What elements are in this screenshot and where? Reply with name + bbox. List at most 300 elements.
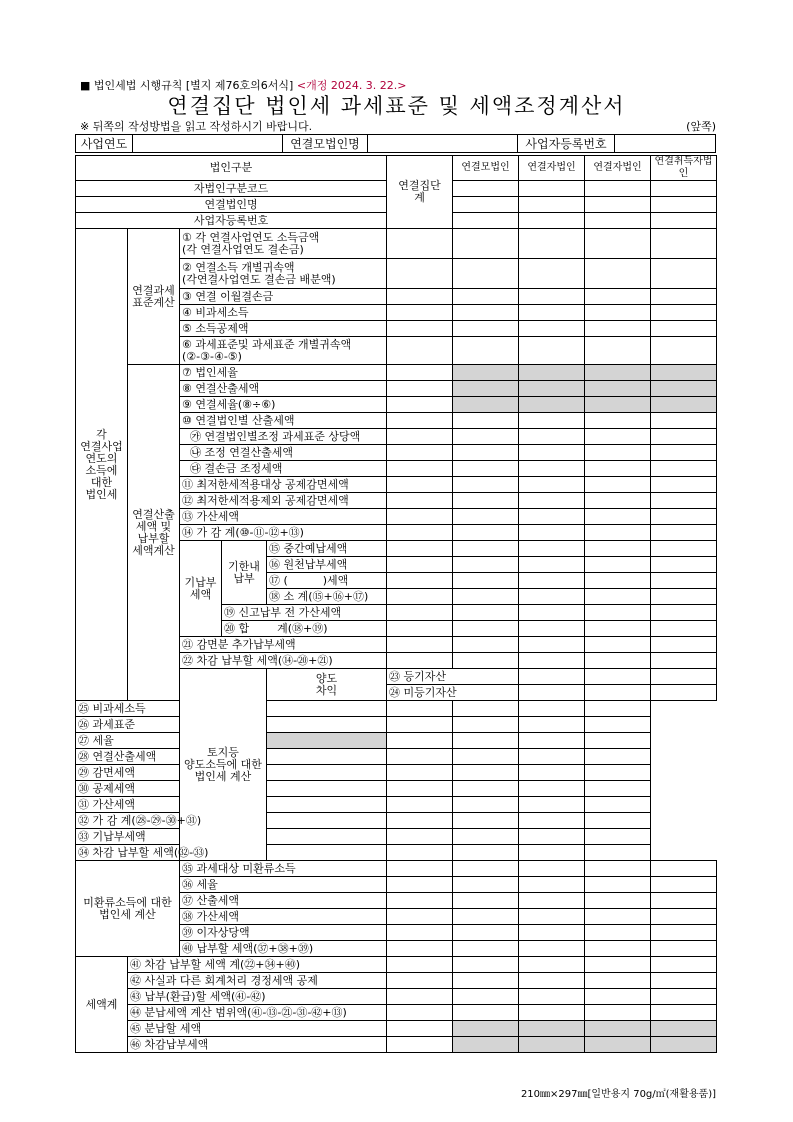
cell[interactable] [651, 685, 717, 701]
cell[interactable] [387, 445, 453, 461]
cell[interactable] [651, 637, 717, 653]
shaded-cell [453, 1021, 519, 1037]
parent-corp-name-label: 연결모법인명 [283, 135, 368, 153]
cell[interactable] [453, 605, 519, 621]
cell[interactable] [387, 381, 453, 397]
cell[interactable] [585, 877, 651, 893]
cell[interactable] [519, 541, 585, 557]
cell[interactable] [585, 637, 651, 653]
cell[interactable] [585, 845, 651, 861]
cell[interactable] [651, 861, 717, 877]
cell[interactable] [585, 525, 651, 541]
cell[interactable] [519, 733, 585, 749]
cell[interactable] [651, 989, 717, 1005]
cell[interactable] [651, 877, 717, 893]
cell[interactable] [453, 749, 519, 765]
cell[interactable] [387, 259, 453, 289]
cell[interactable] [519, 765, 585, 781]
cell[interactable] [387, 461, 453, 477]
cell[interactable] [585, 829, 651, 845]
row-18: ⑱ 소 계(⑮+⑯+⑰) [267, 589, 387, 605]
cell[interactable] [585, 337, 651, 365]
cell[interactable] [651, 429, 717, 445]
cell[interactable] [585, 621, 651, 637]
cell[interactable] [519, 429, 585, 445]
cell[interactable] [387, 573, 453, 589]
cell[interactable] [651, 669, 717, 685]
cell[interactable] [519, 637, 585, 653]
cell[interactable] [585, 181, 651, 197]
cell[interactable] [387, 365, 453, 381]
cell[interactable] [453, 637, 519, 653]
cell[interactable] [585, 305, 651, 321]
cell[interactable] [519, 781, 585, 797]
cell[interactable] [585, 445, 651, 461]
cell[interactable] [519, 653, 585, 669]
shaded-cell [519, 1021, 585, 1037]
cell[interactable] [387, 413, 453, 429]
cell[interactable] [453, 305, 519, 321]
cell[interactable] [585, 477, 651, 493]
row-20: ⑳ 합 계(⑱+⑲) [222, 621, 387, 637]
revision-date: <개정 2024. 3. 22.> [296, 79, 407, 92]
row-24: ㉔ 미등기자산 [387, 685, 519, 701]
row-4: ④ 비과세소득 [180, 305, 387, 321]
cell[interactable] [519, 573, 585, 589]
group-total-header: 연결집단 계 [387, 156, 453, 229]
cell[interactable] [387, 861, 453, 877]
cell[interactable] [651, 493, 717, 509]
cell[interactable] [651, 509, 717, 525]
cell[interactable] [453, 701, 519, 717]
cell[interactable] [387, 973, 453, 989]
cell[interactable] [585, 289, 651, 305]
corp-type-header: 법인구분 [76, 156, 387, 181]
cell[interactable] [519, 861, 585, 877]
col-child-2: 연결자법인 [585, 156, 651, 181]
row-29: ㉙ 감면세액 [76, 765, 222, 781]
cell[interactable] [651, 289, 717, 305]
cell[interactable] [585, 509, 651, 525]
cell[interactable] [585, 749, 651, 765]
shaded-cell [585, 1037, 651, 1053]
cell[interactable] [585, 797, 651, 813]
cell[interactable] [453, 765, 519, 781]
cell[interactable] [453, 413, 519, 429]
cell[interactable] [267, 701, 387, 717]
cell[interactable] [585, 493, 651, 509]
section-each-year: 각 연결사업 연도의 소득에 대한 법인세 [76, 229, 128, 701]
cell[interactable] [519, 413, 585, 429]
cell[interactable] [453, 653, 519, 669]
row-30: ㉚ 공제세액 [76, 781, 222, 797]
cell[interactable] [585, 669, 651, 685]
cell[interactable] [453, 477, 519, 493]
cell[interactable] [387, 877, 453, 893]
cell[interactable] [387, 509, 453, 525]
instruction-note: ※ 뒤쪽의 작성방법을 읽고 작성하시기 바랍니다. [80, 120, 313, 133]
cell[interactable] [387, 337, 453, 365]
cell[interactable] [387, 813, 453, 829]
cell[interactable] [453, 813, 519, 829]
cell[interactable] [453, 509, 519, 525]
row-15: ⑮ 중간예납세액 [267, 541, 387, 557]
cell[interactable] [585, 717, 651, 733]
row-19: ⑲ 신고납부 전 가산세액 [222, 605, 387, 621]
cell[interactable] [453, 493, 519, 509]
cell[interactable] [387, 893, 453, 909]
cell[interactable] [519, 509, 585, 525]
cell[interactable] [453, 861, 519, 877]
cell[interactable] [453, 197, 519, 213]
cell[interactable] [651, 413, 717, 429]
cell[interactable] [585, 701, 651, 717]
cell[interactable] [519, 557, 585, 573]
cell[interactable] [453, 829, 519, 845]
cell[interactable] [267, 813, 387, 829]
business-year-label: 사업연도 [76, 135, 133, 153]
shaded-cell [453, 365, 519, 381]
section-prepaid: 기납부 세액 [180, 541, 222, 637]
cell[interactable] [651, 1005, 717, 1021]
cell[interactable] [651, 541, 717, 557]
shaded-cell [585, 381, 651, 397]
shaded-cell [585, 365, 651, 381]
row-1: ① 각 연결사업연도 소득금액 (각 연결사업연도 결손금) [180, 229, 387, 259]
section-land: 토지등 양도소득에 대한 법인세 계산 [180, 669, 267, 861]
row-17: ⑰ ( )세액 [267, 573, 387, 589]
info-table [75, 134, 716, 153]
cell[interactable] [453, 181, 519, 197]
cell[interactable] [453, 573, 519, 589]
shaded-cell [267, 733, 387, 749]
cell[interactable] [651, 259, 717, 289]
cell[interactable] [387, 289, 453, 305]
cell[interactable] [519, 717, 585, 733]
cell[interactable] [519, 321, 585, 337]
cell[interactable] [519, 957, 585, 973]
cell[interactable] [453, 445, 519, 461]
cell[interactable] [585, 605, 651, 621]
row-9: ⑨ 연결세율(⑧÷⑥) [180, 397, 387, 413]
row-10c: ㉰ 결손금 조정세액 [180, 461, 387, 477]
cell[interactable] [651, 213, 717, 229]
biz-no-label: 사업자등록번호 [518, 135, 615, 153]
cell[interactable] [651, 653, 717, 669]
cell[interactable] [453, 845, 519, 861]
cell[interactable] [387, 989, 453, 1005]
cell[interactable] [453, 541, 519, 557]
cell[interactable] [453, 973, 519, 989]
cell[interactable] [519, 461, 585, 477]
cell[interactable] [453, 621, 519, 637]
cell[interactable] [651, 477, 717, 493]
cell[interactable] [387, 637, 453, 653]
cell[interactable] [519, 813, 585, 829]
cell[interactable] [453, 1005, 519, 1021]
biz-no-field[interactable] [615, 135, 716, 153]
row-25: ㉕ 비과세소득 [76, 701, 222, 717]
cell[interactable] [651, 605, 717, 621]
row-16: ⑯ 원천납부세액 [267, 557, 387, 573]
cell[interactable] [585, 321, 651, 337]
cell[interactable] [519, 197, 585, 213]
cell[interactable] [519, 685, 585, 701]
row-14: ⑭ 가 감 계(⑩-⑪-⑫+⑬) [180, 525, 387, 541]
cell[interactable] [387, 493, 453, 509]
cell[interactable] [585, 941, 651, 957]
row-21: ㉑ 감면분 추가납부세액 [180, 637, 387, 653]
cell[interactable] [453, 717, 519, 733]
row-32: ㉜ 가 감 계(㉘-㉙-㉚+㉛) [76, 813, 222, 829]
cell[interactable] [453, 229, 519, 259]
cell[interactable] [387, 957, 453, 973]
cell[interactable] [519, 909, 585, 925]
cell[interactable] [453, 893, 519, 909]
cell[interactable] [519, 1005, 585, 1021]
shaded-cell [453, 1037, 519, 1053]
cell[interactable] [651, 445, 717, 461]
cell[interactable] [651, 909, 717, 925]
cell[interactable] [387, 717, 453, 733]
cell[interactable] [585, 213, 651, 229]
cell[interactable] [267, 829, 387, 845]
cell[interactable] [267, 749, 387, 765]
cell[interactable] [651, 941, 717, 957]
cell[interactable] [387, 765, 453, 781]
cell[interactable] [453, 733, 519, 749]
cell[interactable] [453, 557, 519, 573]
cell[interactable] [453, 877, 519, 893]
cell[interactable] [585, 413, 651, 429]
cell[interactable] [387, 557, 453, 573]
cell[interactable] [387, 829, 453, 845]
cell[interactable] [453, 337, 519, 365]
cell[interactable] [387, 845, 453, 861]
cell[interactable] [651, 957, 717, 973]
business-year-field[interactable] [133, 135, 283, 153]
cell[interactable] [585, 733, 651, 749]
cell[interactable] [453, 525, 519, 541]
cell[interactable] [453, 289, 519, 305]
cell[interactable] [519, 893, 585, 909]
cell[interactable] [585, 229, 651, 259]
cell[interactable] [651, 973, 717, 989]
cell[interactable] [585, 909, 651, 925]
cell[interactable] [519, 877, 585, 893]
cell[interactable] [387, 925, 453, 941]
shaded-cell [453, 397, 519, 413]
cell[interactable] [585, 861, 651, 877]
cell[interactable] [267, 781, 387, 797]
cell[interactable] [651, 925, 717, 941]
cell[interactable] [453, 941, 519, 957]
cell[interactable] [585, 197, 651, 213]
cell[interactable] [585, 429, 651, 445]
cell[interactable] [651, 305, 717, 321]
cell[interactable] [387, 781, 453, 797]
cell[interactable] [585, 813, 651, 829]
section-period-pay: 기한내 납부 [222, 541, 267, 605]
cell[interactable] [585, 973, 651, 989]
paper-spec-footer: 210㎜×297㎜[일반용지 70g/㎡(재활용품)] [520, 1089, 716, 1100]
cell[interactable] [387, 429, 453, 445]
cell[interactable] [387, 525, 453, 541]
cell[interactable] [519, 621, 585, 637]
cell[interactable] [585, 653, 651, 669]
cell[interactable] [651, 589, 717, 605]
cell[interactable] [387, 909, 453, 925]
cell[interactable] [453, 321, 519, 337]
row-10: ⑩ 연결법인별 산출세액 [180, 413, 387, 429]
shaded-cell [651, 397, 717, 413]
cell[interactable] [519, 305, 585, 321]
cell[interactable] [387, 589, 453, 605]
parent-corp-name-field[interactable] [368, 135, 518, 153]
cell[interactable] [585, 989, 651, 1005]
cell[interactable] [387, 701, 453, 717]
cell[interactable] [519, 829, 585, 845]
cell[interactable] [651, 573, 717, 589]
cell[interactable] [585, 893, 651, 909]
cell[interactable] [453, 259, 519, 289]
row-33: ㉝ 기납부세액 [76, 829, 222, 845]
shaded-cell [519, 397, 585, 413]
cell[interactable] [651, 621, 717, 637]
cell[interactable] [453, 213, 519, 229]
shaded-cell [585, 1021, 651, 1037]
cell[interactable] [651, 197, 717, 213]
cell[interactable] [519, 337, 585, 365]
cell[interactable] [585, 461, 651, 477]
cell[interactable] [651, 181, 717, 197]
cell[interactable] [519, 925, 585, 941]
row-36: ㊱ 세율 [180, 877, 387, 893]
cell[interactable] [651, 229, 717, 259]
cell[interactable] [387, 797, 453, 813]
shaded-cell [651, 365, 717, 381]
cell[interactable] [519, 973, 585, 989]
row-40: ㊵ 납부할 세액(㊲+㊳+㊴) [180, 941, 387, 957]
row-12: ⑫ 최저한세적용제외 공제감면세액 [180, 493, 387, 509]
cell[interactable] [453, 461, 519, 477]
cell[interactable] [585, 1005, 651, 1021]
cell[interactable] [453, 797, 519, 813]
cell[interactable] [519, 525, 585, 541]
cell[interactable] [519, 701, 585, 717]
row-34: ㉞ 차감 납부할 세액(㉜-㉝) [76, 845, 222, 861]
cell[interactable] [387, 397, 453, 413]
cell[interactable] [519, 749, 585, 765]
cell[interactable] [651, 321, 717, 337]
section-total: 세액계 [76, 957, 128, 1053]
cell[interactable] [519, 213, 585, 229]
cell[interactable] [585, 573, 651, 589]
cell[interactable] [519, 797, 585, 813]
cell[interactable] [453, 989, 519, 1005]
row-7: ⑦ 법인세율 [180, 365, 387, 381]
row-23: ㉓ 등기자산 [387, 669, 519, 685]
cell[interactable] [585, 925, 651, 941]
cell[interactable] [387, 305, 453, 321]
cell[interactable] [453, 909, 519, 925]
cell[interactable] [519, 605, 585, 621]
cell[interactable] [267, 845, 387, 861]
cell[interactable] [453, 925, 519, 941]
cell[interactable] [267, 717, 387, 733]
cell[interactable] [651, 893, 717, 909]
cell[interactable] [387, 941, 453, 957]
cell[interactable] [387, 1037, 453, 1053]
cell[interactable] [585, 259, 651, 289]
cell[interactable] [519, 289, 585, 305]
cell[interactable] [387, 321, 453, 337]
cell[interactable] [387, 653, 453, 669]
cell[interactable] [453, 781, 519, 797]
cell[interactable] [453, 429, 519, 445]
shaded-cell [519, 1037, 585, 1053]
cell[interactable] [519, 941, 585, 957]
cell[interactable] [519, 477, 585, 493]
cell[interactable] [585, 781, 651, 797]
cell[interactable] [387, 749, 453, 765]
cell[interactable] [519, 493, 585, 509]
cell[interactable] [387, 477, 453, 493]
row-10b: ㉯ 조정 연결산출세액 [180, 445, 387, 461]
cell[interactable] [519, 445, 585, 461]
cell[interactable] [387, 1021, 453, 1037]
cell[interactable] [267, 797, 387, 813]
cell[interactable] [651, 525, 717, 541]
section-calc: 연결산출 세액 및 납부할 세액계산 [128, 365, 180, 701]
cell[interactable] [519, 181, 585, 197]
cell[interactable] [651, 461, 717, 477]
cell[interactable] [651, 557, 717, 573]
row-8: ⑧ 연결산출세액 [180, 381, 387, 397]
cell[interactable] [519, 669, 585, 685]
cell[interactable] [519, 259, 585, 289]
cell[interactable] [519, 589, 585, 605]
cell[interactable] [585, 557, 651, 573]
shaded-cell [651, 1021, 717, 1037]
cell[interactable] [387, 1005, 453, 1021]
cell[interactable] [585, 685, 651, 701]
cell[interactable] [519, 229, 585, 259]
row-13: ⑬ 가산세액 [180, 509, 387, 525]
cell[interactable] [585, 589, 651, 605]
cell[interactable] [387, 605, 453, 621]
cell[interactable] [267, 765, 387, 781]
cell[interactable] [387, 541, 453, 557]
cell[interactable] [519, 845, 585, 861]
cell[interactable] [453, 957, 519, 973]
cell[interactable] [585, 765, 651, 781]
cell[interactable] [585, 541, 651, 557]
row-3: ③ 연결 이월결손금 [180, 289, 387, 305]
row-31: ㉛ 가산세액 [76, 797, 222, 813]
cell[interactable] [387, 229, 453, 259]
biz-no-header: 사업자등록번호 [76, 213, 387, 229]
cell[interactable] [453, 589, 519, 605]
cell[interactable] [519, 989, 585, 1005]
row-44: ㊹ 분납세액 계산 범위액(㊶-⑬-㉑-㉛-㊷+⑬) [128, 1005, 387, 1021]
cell[interactable] [387, 733, 453, 749]
cell[interactable] [387, 621, 453, 637]
cell[interactable] [585, 957, 651, 973]
cell[interactable] [651, 337, 717, 365]
shaded-cell [453, 381, 519, 397]
row-37: ㊲ 산출세액 [180, 893, 387, 909]
